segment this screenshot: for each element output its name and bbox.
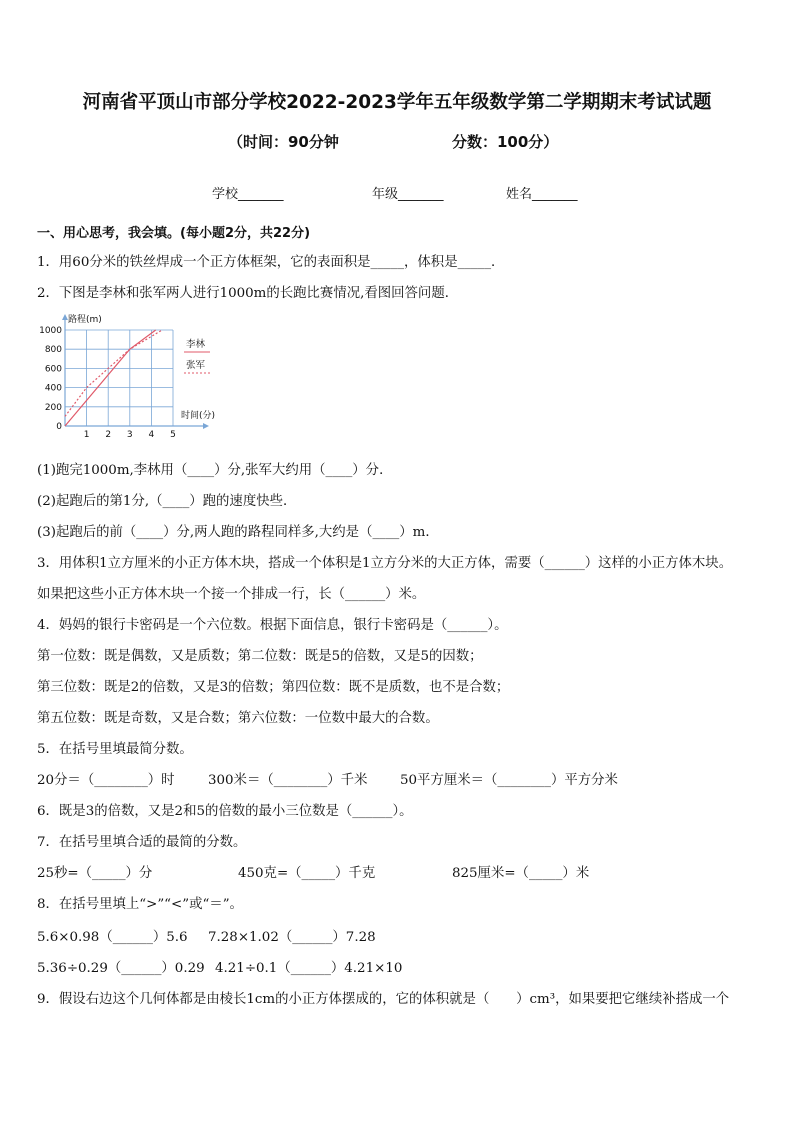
chart-legend [184, 338, 210, 373]
section-heading: 一、用心思考，我会填。(每小题2分，共22分) [37, 226, 311, 241]
y-tick-label: 1000 [39, 326, 62, 336]
question-2-part-3: (3)起跑后的前（____）分,两人跑的路程同样多,大约是（____）m． [37, 525, 439, 540]
question-8-c: 5.36÷0.29（______）0.29 [37, 961, 205, 976]
question-2-part-1: (1)跑完1000m,李林用（____）分,张军大约用（____）分． [37, 463, 393, 478]
y-tick-label: 600 [44, 364, 62, 375]
question-3-line-1: 3．用体积1立方厘米的小正方体木块，搭成一个体积是1立方分米的大正方体，需要（______）这样的小正方体木块。 [37, 556, 733, 571]
series-line-zhangjun [65, 330, 162, 416]
question-7-b: 450克=（_____）千克 [238, 866, 376, 881]
y-tick-label: 800 [44, 345, 62, 356]
question-6: 6．既是3的倍数，又是2和5的倍数的最小三位数是（______）。 [37, 804, 413, 819]
question-3-line-2: 如果把这些小正方体木块一个接一个排成一行，长（______）米。 [37, 587, 426, 602]
name-field[interactable]: 姓名_______ [506, 187, 578, 202]
x-axis-arrow [203, 423, 209, 429]
x-tick-label: 1 [83, 430, 90, 440]
question-9: 9．假设右边这个几何体都是由棱长1cm的小正方体摆成的，它的体积就是（ ）cm³，如果要把它继续补搭成一个 [37, 992, 730, 1007]
page-title: 河南省平顶山市部分学校2022-2023学年五年级数学第二学期期末考试试题 [82, 92, 712, 113]
question-2: 2．下图是李林和张军两人进行1000m的长跑比赛情况,看图回答问题． [37, 286, 459, 301]
series-line-lilin [65, 330, 156, 426]
exam-time: （时间：90分钟 [228, 133, 339, 151]
question-7: 7．在括号里填合适的最简的分数。 [37, 835, 247, 850]
question-1: 1．用60分米的铁丝焊成一个正方体框架，它的表面积是_____，体积是_____． [37, 255, 505, 270]
question-2-part-2: (2)起跑后的第1分,（____）跑的速度快些． [37, 494, 297, 509]
exam-score: 分数：100分） [452, 133, 559, 151]
x-tick-label: 4 [148, 430, 155, 440]
question-8-b: 7.28×1.02（______）7.28 [208, 930, 376, 945]
question-4-clue-2: 第三位数：既是2的倍数，又是3的倍数；第四位数：既不是质数，也不是合数； [37, 680, 510, 695]
question-5-b: 300米＝（________）千米 [208, 773, 368, 788]
legend-label: 李林 [186, 339, 206, 350]
chart-series [65, 330, 162, 426]
question-5-c: 50平方厘米＝（________）平方分米 [400, 773, 618, 788]
question-7-c: 825厘米=（_____）米 [452, 866, 590, 881]
race-chart [38, 312, 228, 440]
question-8: 8．在括号里填上“>”“<”或“＝”。 [37, 897, 243, 912]
y-tick-label: 0 [56, 422, 62, 432]
chart-y-label: 路程(m) [68, 315, 102, 325]
question-8-a: 5.6×0.98（______）5.6 [37, 930, 188, 945]
x-tick-label: 3 [126, 430, 133, 440]
question-4-clue-1: 第一位数：既是偶数，又是质数；第二位数：既是5的倍数，又是5的因数； [37, 649, 483, 664]
question-5: 5．在括号里填最简分数。 [37, 742, 193, 757]
y-tick-label: 400 [44, 383, 62, 394]
question-4-clue-3: 第五位数：既是奇数，又是合数；第六位数：一位数中最大的合数。 [37, 711, 439, 726]
x-tick-label: 2 [105, 430, 112, 440]
x-tick-label: 5 [170, 430, 176, 440]
question-8-d: 4.21÷0.1（______）4.21×10 [215, 961, 403, 976]
chart-grid [65, 330, 173, 426]
y-tick-label: 200 [44, 402, 62, 413]
question-5-a: 20分＝（________）时 [37, 773, 175, 788]
school-field[interactable]: 学校_______ [212, 187, 284, 202]
grade-field[interactable]: 年级_______ [372, 187, 444, 202]
chart-x-label: 时间(分) [181, 411, 216, 421]
chart-ticks [39, 326, 176, 440]
question-7-a: 25秒=（_____）分 [37, 866, 153, 881]
legend-label: 张军 [186, 360, 206, 371]
question-4: 4．妈妈的银行卡密码是一个六位数。根据下面信息，银行卡密码是（______）。 [37, 618, 508, 633]
